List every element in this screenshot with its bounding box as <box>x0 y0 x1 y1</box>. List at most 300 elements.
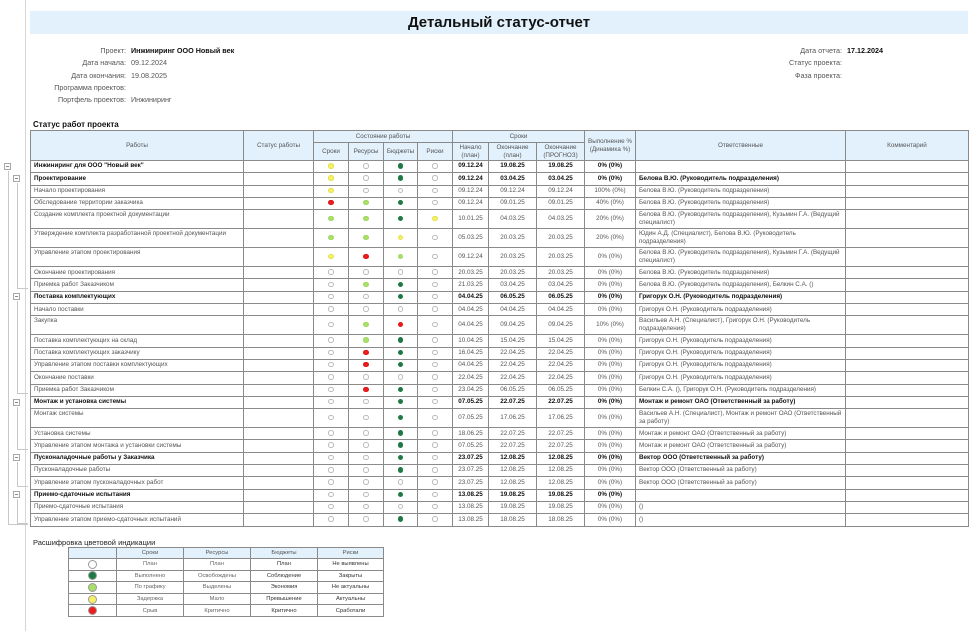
end-plan-cell: 15.04.25 <box>489 335 537 347</box>
work-status-cell <box>244 440 314 452</box>
state-budgets-cell <box>384 452 418 464</box>
status-indicator-dgreen-icon <box>398 492 404 498</box>
completion-cell: 0% (0%) <box>585 396 636 408</box>
state-budgets-cell <box>384 229 418 248</box>
group-row[interactable] <box>31 173 969 185</box>
status-indicator-white-icon <box>328 306 334 312</box>
status-indicator-dgreen-icon <box>398 442 404 448</box>
task-row[interactable] <box>31 501 969 513</box>
state-budgets-cell <box>384 210 418 229</box>
status-indicator-white-icon <box>363 415 369 421</box>
project-phase-label: Фаза проекта: <box>795 70 842 80</box>
status-indicator-white-icon <box>432 175 438 181</box>
state-resources-cell <box>349 210 384 229</box>
responsible-cell: Григорук О.Н. (Руководитель подразделения) <box>636 372 846 384</box>
header-state-terms: Сроки <box>314 143 349 161</box>
end-forecast-cell: 06.05.25 <box>537 384 585 396</box>
group-row[interactable] <box>31 291 969 303</box>
work-status-cell <box>244 335 314 347</box>
state-budgets-cell <box>384 465 418 477</box>
status-indicator-white-icon <box>432 387 438 393</box>
legend-cell: Мало <box>184 593 251 605</box>
task-row[interactable] <box>31 384 969 396</box>
task-row[interactable] <box>31 409 969 428</box>
work-status-cell <box>244 173 314 185</box>
work-name: Утверждение комплекта разработанной проектной документации <box>31 229 244 248</box>
state-budgets-cell <box>384 514 418 526</box>
group-row[interactable] <box>31 161 969 173</box>
legend-cell: План <box>251 559 318 571</box>
project-value: Инжиниринг ООО Новый век <box>131 46 235 55</box>
status-indicator-yellow-icon <box>328 254 334 260</box>
comment-cell <box>846 229 969 248</box>
completion-cell: 0% (0%) <box>585 359 636 371</box>
responsible-cell: Вектор ООО (Ответственный за работу) <box>636 477 846 489</box>
collapse-toggle-icon[interactable] <box>13 491 20 498</box>
start-plan-cell: 13.08.25 <box>453 514 489 526</box>
work-status-cell <box>244 304 314 316</box>
status-indicator-white-icon <box>328 479 334 485</box>
status-indicator-red-icon <box>363 350 369 356</box>
collapse-toggle-icon[interactable] <box>13 399 20 406</box>
state-risks-cell <box>418 347 453 359</box>
state-terms-cell <box>314 465 349 477</box>
start-plan-cell: 20.03.25 <box>453 267 489 279</box>
tree-line <box>17 393 28 394</box>
end-forecast-cell: 06.05.25 <box>537 291 585 303</box>
status-indicator-white-icon <box>363 492 369 498</box>
work-status-cell <box>244 197 314 209</box>
status-indicator-white-icon <box>363 269 369 275</box>
state-resources-cell <box>349 489 384 501</box>
tree-line <box>17 301 18 393</box>
responsible-cell: Белова В.Ю. (Руководитель подразделения) <box>636 197 846 209</box>
status-indicator-white-icon <box>432 430 438 436</box>
state-resources-cell <box>349 316 384 335</box>
legend-cell: Не актуальны <box>318 582 384 594</box>
status-indicator-white-icon <box>363 175 369 181</box>
task-row[interactable] <box>31 372 969 384</box>
work-name: Приемо-сдаточные испытания <box>31 501 244 513</box>
start-plan-cell: 04.04.25 <box>453 304 489 316</box>
status-indicator-dgreen-icon <box>398 362 404 368</box>
status-indicator-white-icon <box>432 362 438 368</box>
legend-indicator-cell <box>69 582 117 594</box>
status-indicator-red-icon <box>398 322 404 328</box>
task-row[interactable] <box>31 477 969 489</box>
comment-cell <box>846 210 969 229</box>
state-resources-cell <box>349 279 384 291</box>
status-indicator-yellow-icon <box>432 216 438 222</box>
work-status-cell <box>244 384 314 396</box>
state-budgets-cell <box>384 267 418 279</box>
portfolio-value: Инжиниринг <box>131 95 172 105</box>
task-row[interactable] <box>31 359 969 371</box>
status-indicator-white-icon <box>432 163 438 169</box>
state-resources-cell <box>349 185 384 197</box>
work-status-cell <box>244 409 314 428</box>
legend-cell: По графику <box>117 582 184 594</box>
start-plan-cell: 04.04.25 <box>453 316 489 335</box>
status-indicator-white-icon <box>398 504 404 510</box>
end-forecast-cell: 22.07.25 <box>537 396 585 408</box>
status-indicator-yellow-icon <box>328 163 334 169</box>
end-forecast-cell: 03.04.25 <box>537 173 585 185</box>
tree-line <box>17 183 18 288</box>
work-name: Начало проектирования <box>31 185 244 197</box>
responsible-cell: Белова В.Ю. (Руководитель подразделения), Кузьмин Г.А. (Ведущий специалист) <box>636 248 846 267</box>
responsible-cell: Белкин С.А. (), Григорук О.Н. (Руководитель подразделения) <box>636 384 846 396</box>
responsible-cell <box>636 489 846 501</box>
state-risks-cell <box>418 465 453 477</box>
status-indicator-white-icon <box>363 442 369 448</box>
end-forecast-cell: 04.03.25 <box>537 210 585 229</box>
state-risks-cell <box>418 161 453 173</box>
status-indicator-white-icon <box>432 294 438 300</box>
status-indicator-lgreen-icon <box>363 216 369 222</box>
completion-cell: 0% (0%) <box>585 347 636 359</box>
status-indicator-dgreen-icon <box>398 282 404 288</box>
report-date-row <box>760 45 883 57</box>
state-terms-cell <box>314 304 349 316</box>
header-end-plan: Окончание (план) <box>489 143 537 161</box>
project-phase-row <box>760 70 883 82</box>
work-name: Проектирование <box>31 173 244 185</box>
header-dates: Сроки <box>453 131 585 143</box>
status-indicator-white-icon <box>432 235 438 241</box>
state-risks-cell <box>418 248 453 267</box>
project-label: Проект: <box>100 46 126 55</box>
responsible-cell: Григорук О.Н. (Руководитель подразделения) <box>636 359 846 371</box>
start-date-value: 09.12.2024 <box>131 58 167 68</box>
state-resources-cell <box>349 384 384 396</box>
end-plan-cell: 09.04.25 <box>489 316 537 335</box>
status-indicator-white-icon <box>432 188 438 194</box>
start-plan-cell: 13.08.25 <box>453 501 489 513</box>
task-row[interactable] <box>31 465 969 477</box>
legend-yellow-circle-icon <box>88 595 97 604</box>
comment-cell <box>846 185 969 197</box>
legend-header-resources: Ресурсы <box>184 548 251 559</box>
work-name: Управление этапом монтажа и установки системы <box>31 440 244 452</box>
state-terms-cell <box>314 452 349 464</box>
end-plan-cell: 22.04.25 <box>489 372 537 384</box>
work-status-cell <box>244 279 314 291</box>
responsible-cell: () <box>636 514 846 526</box>
tree-line <box>8 524 28 525</box>
status-indicator-lgreen-icon <box>328 235 334 241</box>
comment-cell <box>846 372 969 384</box>
tree-line <box>17 449 28 450</box>
end-plan-cell: 04.04.25 <box>489 304 537 316</box>
legend-cell: Сработали <box>318 605 384 617</box>
task-row[interactable] <box>31 210 969 229</box>
state-risks-cell <box>418 452 453 464</box>
status-indicator-red-icon <box>363 362 369 368</box>
status-indicator-white-icon <box>432 374 438 380</box>
status-indicator-white-icon <box>363 306 369 312</box>
start-plan-cell: 04.04.25 <box>453 291 489 303</box>
state-risks-cell <box>418 514 453 526</box>
comment-cell <box>846 452 969 464</box>
state-terms-cell <box>314 501 349 513</box>
end-forecast-cell: 12.08.25 <box>537 465 585 477</box>
state-risks-cell <box>418 185 453 197</box>
status-indicator-white-icon <box>363 399 369 405</box>
state-resources-cell <box>349 291 384 303</box>
status-indicator-white-icon <box>432 282 438 288</box>
state-resources-cell <box>349 248 384 267</box>
collapse-toggle-icon[interactable] <box>13 454 20 461</box>
end-plan-cell: 06.05.25 <box>489 291 537 303</box>
state-risks-cell <box>418 359 453 371</box>
task-row[interactable] <box>31 248 969 267</box>
completion-cell: 100% (0%) <box>585 185 636 197</box>
end-forecast-cell: 09.04.25 <box>537 316 585 335</box>
legend-header-row <box>69 548 384 559</box>
task-row[interactable] <box>31 197 969 209</box>
work-name: Управление этапом проектирования <box>31 248 244 267</box>
state-terms-cell <box>314 514 349 526</box>
status-indicator-yellow-icon <box>398 235 404 241</box>
tree-line <box>17 407 18 450</box>
status-indicator-white-icon <box>328 430 334 436</box>
state-budgets-cell <box>384 185 418 197</box>
state-risks-cell <box>418 477 453 489</box>
work-status-cell <box>244 347 314 359</box>
legend-white-circle-icon <box>88 560 97 569</box>
work-status-cell <box>244 291 314 303</box>
start-plan-cell: 23.04.25 <box>453 384 489 396</box>
task-row[interactable] <box>31 428 969 440</box>
task-row[interactable] <box>31 267 969 279</box>
state-budgets-cell <box>384 359 418 371</box>
legend-cell: Актуальны <box>318 593 384 605</box>
completion-cell: 0% (0%) <box>585 489 636 501</box>
comment-cell <box>846 359 969 371</box>
end-forecast-cell: 22.04.25 <box>537 347 585 359</box>
work-name: Закупка <box>31 316 244 335</box>
state-budgets-cell <box>384 409 418 428</box>
work-name: Монтаж системы <box>31 409 244 428</box>
status-indicator-dgreen-icon <box>398 399 404 405</box>
group-row[interactable] <box>31 396 969 408</box>
task-row[interactable] <box>31 185 969 197</box>
end-forecast-cell: 22.07.25 <box>537 440 585 452</box>
work-status-cell <box>244 267 314 279</box>
state-resources-cell <box>349 514 384 526</box>
comment-cell <box>846 440 969 452</box>
status-indicator-white-icon <box>328 492 334 498</box>
state-terms-cell <box>314 440 349 452</box>
comment-cell <box>846 428 969 440</box>
state-resources-cell <box>349 161 384 173</box>
status-indicator-white-icon <box>432 337 438 343</box>
work-status-cell <box>244 161 314 173</box>
work-status-cell <box>244 477 314 489</box>
completion-cell: 0% (0%) <box>585 501 636 513</box>
status-indicator-red-icon <box>328 200 334 206</box>
task-row[interactable] <box>31 304 969 316</box>
comment-cell <box>846 279 969 291</box>
work-name: Инжиниринг для ООО "Новый век" <box>31 161 244 173</box>
legend-cell: Не выявлены <box>318 559 384 571</box>
status-indicator-white-icon <box>363 467 369 473</box>
status-indicator-lgreen-icon <box>363 337 369 343</box>
state-budgets-cell <box>384 291 418 303</box>
status-indicator-white-icon <box>328 269 334 275</box>
comment-cell <box>846 161 969 173</box>
status-indicator-dgreen-icon <box>398 200 404 206</box>
comment-cell <box>846 304 969 316</box>
end-forecast-cell: 15.04.25 <box>537 335 585 347</box>
legend-indicator-cell <box>69 559 117 571</box>
responsible-cell: Васильев А.Н. (Специалист), Монтаж и ремонт ОАО (Ответственный за работу) <box>636 409 846 428</box>
responsible-cell: Вектор ООО (Ответственный за работу) <box>636 465 846 477</box>
end-forecast-cell: 12.08.25 <box>537 452 585 464</box>
work-status-cell <box>244 359 314 371</box>
responsible-cell: Белова В.Ю. (Руководитель подразделения), Белкин С.А. () <box>636 279 846 291</box>
work-name: Приемо-сдаточные испытания <box>31 489 244 501</box>
comment-cell <box>846 396 969 408</box>
collapse-toggle-icon[interactable] <box>4 163 11 170</box>
header-completion: Выполнение % (Динамика %) <box>585 131 636 161</box>
completion-cell: 0% (0%) <box>585 514 636 526</box>
portfolio-label: Портфель проектов: <box>57 95 126 105</box>
legend-title: Расшифровка цветовой индикации <box>33 538 156 547</box>
task-row[interactable] <box>31 440 969 452</box>
task-row[interactable] <box>31 514 969 526</box>
start-plan-cell: 10.01.25 <box>453 210 489 229</box>
state-terms-cell <box>314 248 349 267</box>
status-indicator-white-icon <box>432 479 438 485</box>
legend-cell: Соблюдение <box>251 570 318 582</box>
status-indicator-lgreen-icon <box>363 200 369 206</box>
state-risks-cell <box>418 384 453 396</box>
status-indicator-white-icon <box>363 188 369 194</box>
state-risks-cell <box>418 428 453 440</box>
work-status-cell <box>244 316 314 335</box>
end-forecast-cell: 20.03.25 <box>537 267 585 279</box>
end-plan-cell: 12.08.25 <box>489 452 537 464</box>
state-resources-cell <box>349 409 384 428</box>
end-forecast-cell: 18.08.25 <box>537 514 585 526</box>
work-status-cell <box>244 229 314 248</box>
project-info-left <box>20 45 234 106</box>
completion-cell: 20% (0%) <box>585 229 636 248</box>
state-terms-cell <box>314 173 349 185</box>
group-row[interactable] <box>31 452 969 464</box>
header-work-state: Состояние работы <box>314 131 453 143</box>
completion-cell: 20% (0%) <box>585 210 636 229</box>
status-indicator-dgreen-icon <box>398 350 404 356</box>
report-date-label: Дата отчета: <box>800 46 842 55</box>
legend-cell: Срыв <box>117 605 184 617</box>
end-plan-cell: 22.04.25 <box>489 359 537 371</box>
header-row-1 <box>31 131 969 143</box>
state-risks-cell <box>418 440 453 452</box>
status-indicator-white-icon <box>363 455 369 461</box>
end-forecast-cell: 22.07.25 <box>537 428 585 440</box>
status-indicator-white-icon <box>328 337 334 343</box>
legend-red-circle-icon <box>88 606 97 615</box>
responsible-cell: Монтаж и ремонт ОАО (Ответственный за работу) <box>636 396 846 408</box>
task-row[interactable] <box>31 229 969 248</box>
end-forecast-cell: 19.08.25 <box>537 501 585 513</box>
state-terms-cell <box>314 161 349 173</box>
status-indicator-yellow-icon <box>328 175 334 181</box>
state-terms-cell <box>314 316 349 335</box>
status-indicator-white-icon <box>328 322 334 328</box>
end-forecast-cell: 09.12.24 <box>537 185 585 197</box>
comment-cell <box>846 173 969 185</box>
status-indicator-white-icon <box>328 467 334 473</box>
start-plan-cell: 23.07.25 <box>453 477 489 489</box>
end-plan-cell: 19.08.25 <box>489 501 537 513</box>
state-risks-cell <box>418 210 453 229</box>
task-row[interactable] <box>31 335 969 347</box>
state-terms-cell <box>314 210 349 229</box>
legend-cell: Критично <box>251 605 318 617</box>
state-resources-cell <box>349 173 384 185</box>
state-resources-cell <box>349 267 384 279</box>
status-indicator-dgreen-icon <box>398 163 404 169</box>
state-risks-cell <box>418 229 453 248</box>
color-legend-table <box>68 547 384 617</box>
state-terms-cell <box>314 197 349 209</box>
group-row[interactable] <box>31 489 969 501</box>
start-plan-cell: 16.04.25 <box>453 347 489 359</box>
state-resources-cell <box>349 229 384 248</box>
status-indicator-white-icon <box>432 350 438 356</box>
state-risks-cell <box>418 335 453 347</box>
task-row[interactable] <box>31 347 969 359</box>
status-indicator-white-icon <box>398 306 404 312</box>
program-value <box>126 82 131 94</box>
state-budgets-cell <box>384 477 418 489</box>
start-plan-cell: 21.03.25 <box>453 279 489 291</box>
end-date-label: Дата окончания: <box>71 70 126 80</box>
legend-row-yellow <box>69 593 384 605</box>
status-indicator-lgreen-icon <box>363 235 369 241</box>
status-indicator-white-icon <box>363 374 369 380</box>
collapse-toggle-icon[interactable] <box>13 293 20 300</box>
program-label: Программа проектов: <box>54 82 126 92</box>
work-status-table <box>30 130 969 527</box>
state-risks-cell <box>418 291 453 303</box>
legend-light-green-circle-icon <box>88 583 97 592</box>
task-row[interactable] <box>31 279 969 291</box>
outline-tree <box>0 160 30 530</box>
comment-cell <box>846 347 969 359</box>
state-risks-cell <box>418 501 453 513</box>
legend-indicator-cell <box>69 605 117 617</box>
legend-cell: Превышение <box>251 593 318 605</box>
responsible-cell: Белова В.Ю. (Руководитель подразделения) <box>636 173 846 185</box>
responsible-cell: Белова В.Ю. (Руководитель подразделения) <box>636 267 846 279</box>
status-indicator-white-icon <box>363 504 369 510</box>
end-plan-cell: 19.08.25 <box>489 489 537 501</box>
status-indicator-white-icon <box>363 430 369 436</box>
tree-line <box>17 499 18 523</box>
state-budgets-cell <box>384 161 418 173</box>
report-title: Детальный статус-отчет <box>30 11 968 34</box>
status-indicator-white-icon <box>398 374 404 380</box>
collapse-toggle-icon[interactable] <box>13 175 20 182</box>
status-indicator-dgreen-icon <box>398 415 404 421</box>
task-row[interactable] <box>31 316 969 335</box>
end-date-row <box>20 70 234 82</box>
